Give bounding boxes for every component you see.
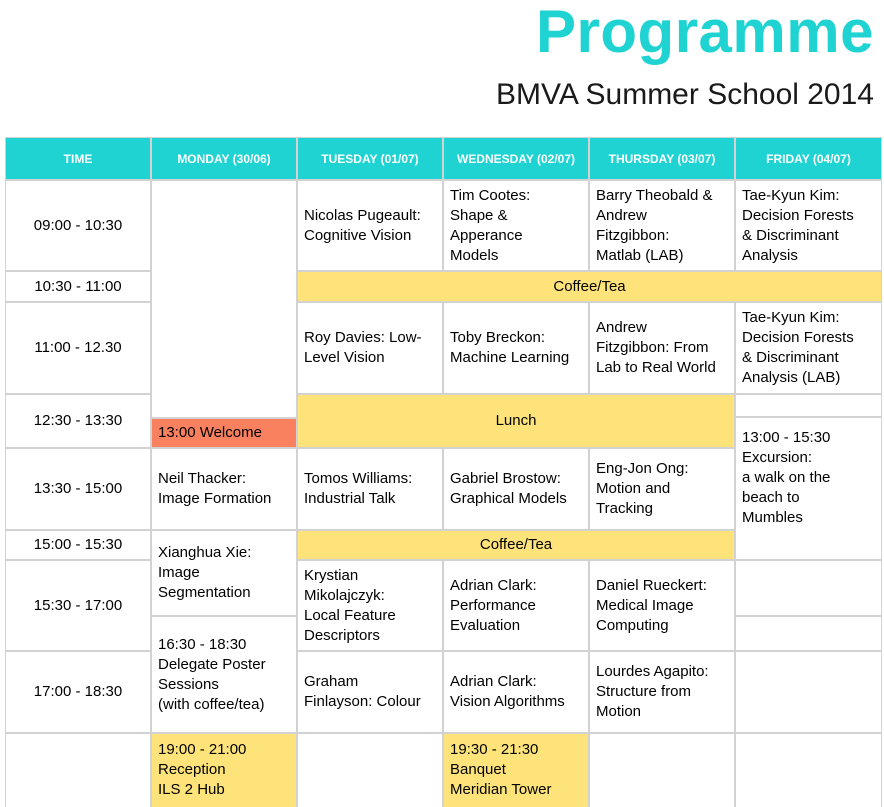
empty-slot: [298, 734, 442, 807]
page-title: Programme: [536, 0, 874, 65]
session-tue-1530: Krystian Mikolajczyk: Local Feature Descriptors: [298, 561, 442, 650]
session-wed-1700: Adrian Clark: Vision Algorithms: [444, 652, 588, 732]
session-tue-1700: Graham Finlayson: Colour: [298, 652, 442, 732]
session-wed-1100: Toby Breckon: Machine Learning: [444, 303, 588, 393]
session-thu-1700: Lourdes Agapito: Structure from Motion: [590, 652, 734, 732]
session-thu-1530: Daniel Rueckert: Medical Image Computing: [590, 561, 734, 650]
page-subtitle: BMVA Summer School 2014: [496, 78, 874, 111]
time-slot-empty: [6, 734, 150, 807]
empty-slot: [736, 652, 881, 732]
header-monday: MONDAY (30/06): [152, 138, 296, 179]
session-wed-0900: Tim Cootes: Shape & Apperance Models: [444, 181, 588, 270]
time-slot: 15:30 - 17:00: [6, 561, 150, 650]
empty-slot: [736, 617, 881, 650]
lunch-break: Lunch: [298, 395, 734, 447]
session-fri-excursion: 13:00 - 15:30 Excursion: a walk on the beach to Mumbles: [736, 418, 881, 559]
session-fri-1100: Tae-Kyun Kim: Decision Forests & Discriminant Analysis (LAB): [736, 303, 881, 393]
empty-slot: [736, 395, 881, 416]
coffee-break: Coffee/Tea: [298, 272, 881, 301]
time-slot: 13:30 - 15:00: [6, 449, 150, 529]
header-tuesday: TUESDAY (01/07): [298, 138, 442, 179]
session-tue-0900: Nicolas Pugeault: Cognitive Vision: [298, 181, 442, 270]
session-thu-1330: Eng-Jon Ong: Motion and Tracking: [590, 449, 734, 529]
header-friday: FRIDAY (04/07): [736, 138, 881, 179]
time-slot: 12:30 - 13:30: [6, 395, 150, 447]
schedule-table: [5, 137, 882, 807]
session-tue-1100: Roy Davies: Low- Level Vision: [298, 303, 442, 393]
time-slot: 11:00 - 12.30: [6, 303, 150, 393]
welcome-session: 13:00 Welcome: [152, 419, 296, 447]
empty-slot: [590, 734, 734, 807]
time-slot: 09:00 - 10:30: [6, 181, 150, 270]
session-wed-evening: 19:30 - 21:30 Banquet Meridian Tower: [444, 734, 588, 807]
empty-slot: [152, 181, 296, 417]
session-tue-1330: Tomos Williams: Industrial Talk: [298, 449, 442, 529]
time-slot: 15:00 - 15:30: [6, 531, 150, 559]
session-mon-poster: 16:30 - 18:30 Delegate Poster Sessions (with coffee/tea): [152, 617, 296, 732]
header-wednesday: WEDNESDAY (02/07): [444, 138, 588, 179]
session-thu-0900: Barry Theobald & Andrew Fitzgibbon: Matlab (LAB): [590, 181, 734, 270]
session-mon-1500: Xianghua Xie: Image Segmentation: [152, 531, 296, 615]
header-time: TIME: [6, 138, 150, 179]
header-thursday: THURSDAY (03/07): [590, 138, 734, 179]
session-thu-1100: Andrew Fitzgibbon: From Lab to Real World: [590, 303, 734, 393]
session-wed-1530: Adrian Clark: Performance Evaluation: [444, 561, 588, 650]
time-slot: 17:00 - 18:30: [6, 652, 150, 732]
session-mon-evening: 19:00 - 21:00 Reception ILS 2 Hub: [152, 734, 296, 807]
session-fri-0900: Tae-Kyun Kim: Decision Forests & Discriminant Analysis: [736, 181, 881, 270]
empty-slot: [736, 561, 881, 615]
session-wed-1330: Gabriel Brostow: Graphical Models: [444, 449, 588, 529]
empty-slot: [736, 734, 881, 807]
coffee-break: Coffee/Tea: [298, 531, 734, 559]
time-slot: 10:30 - 11:00: [6, 272, 150, 301]
session-mon-1330: Neil Thacker: Image Formation: [152, 449, 296, 529]
